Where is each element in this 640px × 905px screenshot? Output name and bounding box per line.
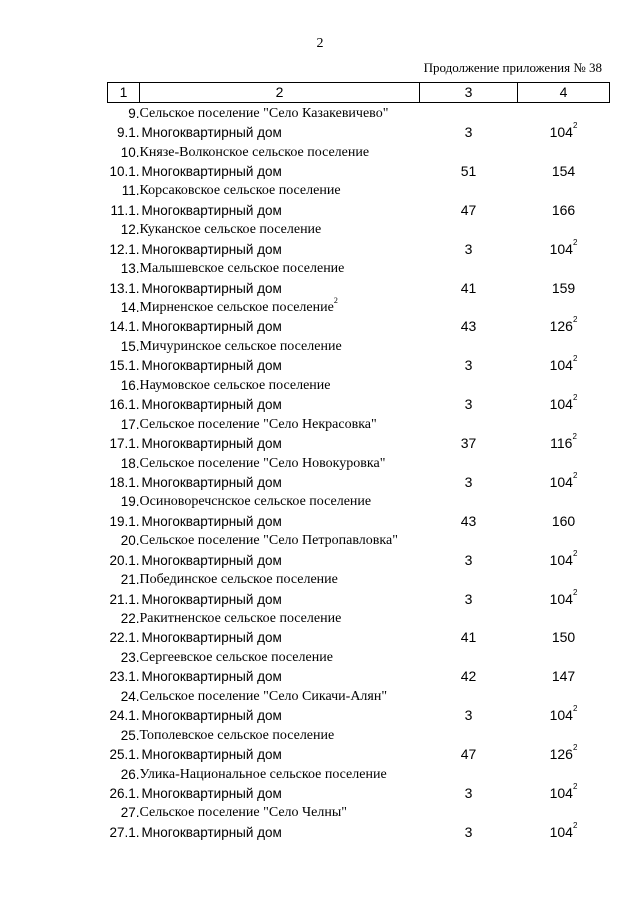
row-name-text: Сергеевское сельское поселение [139, 649, 333, 665]
row-col4 [518, 820, 610, 842]
row-name-text: Многоквартирный дом [141, 202, 282, 218]
row-col3-value: 3 [464, 473, 473, 490]
footnote-mark: 2 [572, 781, 578, 791]
footnote-mark: 2 [572, 743, 578, 753]
table-row [108, 551, 610, 570]
row-name [140, 589, 420, 608]
row-col4-value: 116 [550, 435, 573, 452]
row-name-text: Многоквартирный дом [141, 280, 282, 296]
row-number: 21. [120, 572, 140, 588]
row-name-text: Малышевское сельское поселение [139, 261, 345, 277]
row-col4 [518, 803, 610, 822]
row-col3-value: 41 [460, 629, 477, 646]
row-name-text: Многоквартирный дом [141, 513, 282, 529]
row-name-text: Сельское поселение "Село Казакевичево" [139, 105, 389, 121]
row-name [140, 648, 420, 667]
table-row [108, 512, 610, 531]
row-col3-value [420, 220, 518, 239]
appendix-table [107, 82, 610, 842]
row-col4-value: 104 [549, 823, 573, 840]
row-col3-value [420, 298, 518, 317]
row-col3-value [420, 492, 518, 511]
row-col3-value: 3 [464, 240, 473, 257]
continuation-label: Продолжение приложения № 38 [423, 60, 602, 75]
row-number: 18. [120, 455, 140, 471]
row-name-text: Сельское поселение "Село Новокуровка" [139, 455, 386, 471]
table-row [108, 142, 610, 161]
row-name [140, 162, 420, 181]
table-row [108, 103, 610, 123]
row-name-text: Многоквартирный дом [141, 241, 282, 257]
row-name [140, 395, 420, 414]
row-name-text: Многоквартирный дом [141, 319, 282, 335]
table-row [108, 609, 610, 628]
row-name-text: Многоквартирный дом [141, 708, 282, 724]
row-col3-value: 3 [464, 396, 473, 413]
row-name-text: Многоквартирный дом [141, 591, 282, 607]
row-col3-value [420, 259, 518, 278]
row-col4 [518, 745, 610, 764]
footnote-mark: 2 [572, 820, 578, 830]
row-col4 [518, 259, 610, 278]
row-col4 [518, 609, 610, 628]
table-row [108, 395, 610, 414]
table-row [108, 162, 610, 181]
row-col4-value: 104 [549, 590, 573, 607]
row-col3-value: 3 [464, 707, 473, 724]
row-col4 [518, 414, 610, 433]
row-col4-value: 154 [551, 162, 576, 179]
row-number: 21.1. [109, 591, 140, 607]
table-row [108, 434, 610, 453]
row-col3-value [420, 687, 518, 706]
row-col3-value [420, 531, 518, 550]
table-row [108, 356, 610, 375]
table-row [108, 298, 610, 317]
row-name [140, 531, 420, 550]
table-row [108, 531, 610, 550]
header-col-3: 3 [420, 83, 518, 103]
row-col4 [518, 548, 610, 570]
table-row [108, 473, 610, 492]
row-number: 10. [120, 144, 140, 160]
table-row [108, 803, 610, 822]
row-col4 [518, 531, 610, 550]
row-col4-value: 126 [549, 318, 573, 335]
table-row [108, 745, 610, 764]
row-number: 26.1. [109, 785, 140, 801]
row-name [140, 803, 420, 822]
row-col4 [518, 123, 610, 142]
row-col3-value: 41 [460, 279, 477, 296]
row-col4-value: 104 [549, 551, 573, 568]
row-name [140, 725, 420, 744]
row-col3-value: 3 [464, 551, 473, 568]
table-row [108, 240, 610, 259]
table-row [108, 278, 610, 297]
row-name [140, 784, 420, 803]
footnote-mark: 2 [333, 296, 338, 306]
row-name [140, 220, 420, 239]
table-row [108, 570, 610, 589]
row-number: 12. [120, 222, 140, 238]
row-number: 14.1. [109, 319, 140, 335]
table-row [108, 628, 610, 647]
row-name-text: Многоквартирный дом [141, 125, 282, 141]
row-col3-value [420, 181, 518, 200]
page-number: 2 [316, 36, 324, 51]
row-number: 9.1. [116, 125, 140, 141]
row-col4 [518, 492, 610, 511]
row-name-text: Многоквартирный дом [141, 397, 282, 413]
row-col4 [518, 395, 610, 414]
row-col3-value [420, 570, 518, 589]
row-col3-value: 3 [464, 357, 473, 374]
table-row [108, 667, 610, 686]
table-row [108, 648, 610, 667]
row-col4-value: 166 [551, 201, 576, 218]
row-number: 22. [120, 611, 140, 627]
row-name [140, 609, 420, 628]
row-col3-value [420, 725, 518, 744]
row-col4-value: 104 [549, 707, 573, 724]
row-number: 20.1. [109, 552, 140, 568]
row-col3-value [420, 376, 518, 395]
header-col-1: 1 [108, 83, 140, 103]
row-number: 24. [120, 688, 140, 704]
row-name [140, 823, 420, 842]
table-header-row [108, 83, 610, 103]
row-col4 [518, 201, 610, 220]
row-name-text: Куканское сельское поселение [139, 222, 322, 238]
row-col4 [518, 298, 610, 317]
row-name-text: Наумовское сельское поселение [139, 377, 331, 393]
row-col3-value [420, 414, 518, 433]
row-name-text: Многоквартирный дом [141, 552, 282, 568]
footnote-mark: 2 [572, 704, 578, 714]
row-col3-value: 51 [460, 162, 477, 179]
header-col-2: 2 [140, 83, 420, 103]
row-name-text: Многоквартирный дом [141, 630, 282, 646]
row-name-text: Многоквартирный дом [141, 824, 282, 840]
row-name [140, 706, 420, 725]
footnote-mark: 2 [572, 354, 578, 364]
row-name [140, 181, 420, 200]
row-col3-value [420, 103, 518, 123]
footnote-mark: 2 [572, 393, 578, 403]
row-number: 10.1. [109, 163, 140, 179]
table-row [108, 764, 610, 783]
row-number: 13. [120, 261, 140, 277]
row-col4 [518, 648, 610, 667]
row-number: 16.1. [109, 397, 140, 413]
table-row [108, 259, 610, 278]
row-number: 14. [120, 300, 140, 316]
row-col4-value: 104 [549, 396, 573, 413]
row-col4-value: 160 [551, 512, 576, 529]
footnote-mark: 2 [572, 470, 578, 480]
row-col3-value [420, 609, 518, 628]
row-col4 [518, 512, 610, 531]
row-name [140, 687, 420, 706]
footnote-mark: 2 [572, 548, 578, 558]
row-number: 25. [120, 727, 140, 743]
row-name-text: Мирненское сельское поселение [139, 300, 334, 316]
row-name [140, 337, 420, 356]
row-col3-value [420, 142, 518, 161]
footnote-mark: 2 [572, 315, 578, 325]
table-row [108, 492, 610, 511]
row-name-text: Сельское поселение "Село Петропавловка" [139, 533, 398, 549]
table-row [108, 376, 610, 395]
row-name [140, 376, 420, 395]
row-name [140, 453, 420, 472]
row-col4-value: 150 [551, 629, 576, 646]
table-row [108, 784, 610, 803]
row-col4-value: 126 [549, 746, 573, 763]
row-col3-value: 47 [460, 746, 477, 763]
row-col4-value: 104 [549, 124, 573, 141]
row-col3-value: 3 [464, 590, 473, 607]
row-number: 15. [120, 338, 140, 354]
row-col3-value: 47 [460, 201, 477, 218]
table-row [108, 589, 610, 608]
row-name-text: Многоквартирный дом [141, 163, 282, 179]
row-col3-value: 43 [460, 512, 477, 529]
row-col4 [518, 434, 610, 453]
row-col3-value [420, 337, 518, 356]
row-col4 [518, 337, 610, 356]
row-col3-value: 42 [460, 668, 477, 685]
row-col3-value: 3 [464, 823, 473, 840]
table-row [108, 687, 610, 706]
row-number: 15.1. [109, 358, 140, 374]
row-col3-value: 37 [460, 435, 477, 452]
row-number: 27. [120, 805, 140, 821]
row-col4 [518, 356, 610, 375]
row-name-text: Сельское поселение "Село Некрасовка" [139, 416, 377, 432]
header-col-4: 4 [518, 83, 610, 103]
row-name-text: Ракитненское сельское поселение [139, 611, 342, 627]
row-name [140, 103, 420, 123]
row-name-text: Князе-Волконское сельское поселение [139, 144, 370, 160]
row-name-text: Многоквартирный дом [141, 785, 282, 801]
row-name [140, 434, 420, 453]
row-number: 17.1. [109, 436, 140, 452]
table-row [108, 706, 610, 725]
row-col3-value [420, 648, 518, 667]
row-name [140, 278, 420, 297]
table-row [108, 453, 610, 472]
row-name-text: Мичуринское сельское поселение [139, 338, 342, 354]
row-col4 [518, 706, 610, 725]
row-col4-value: 104 [549, 473, 573, 490]
row-name [140, 356, 420, 375]
row-number: 25.1. [109, 747, 140, 763]
row-col4 [518, 103, 610, 123]
row-name-text: Многоквартирный дом [141, 358, 282, 374]
row-name [140, 123, 420, 142]
row-col4 [518, 667, 610, 686]
row-number: 20. [120, 533, 140, 549]
row-col4 [518, 453, 610, 472]
row-col3-value [420, 764, 518, 783]
row-col4 [518, 570, 610, 589]
row-col4 [518, 317, 610, 336]
row-col4 [518, 764, 610, 783]
row-name [140, 667, 420, 686]
row-col4 [518, 470, 610, 492]
row-name [140, 628, 420, 647]
table-row [108, 123, 610, 142]
row-number: 24.1. [109, 708, 140, 724]
row-name [140, 745, 420, 764]
row-name-text: Сельское поселение "Село Сикачи-Алян" [139, 688, 388, 704]
row-number: 19.1. [109, 513, 140, 529]
row-col4 [518, 220, 610, 239]
row-name-text: Побединское сельское поселение [139, 572, 338, 588]
row-col4 [518, 781, 610, 803]
row-number: 22.1. [109, 630, 140, 646]
row-name-text: Улика-Национальное сельское поселение [139, 766, 387, 782]
footnote-mark: 2 [572, 587, 578, 597]
footnote-mark: 2 [572, 237, 578, 247]
row-name-text: Осиноворечснское сельское поселение [139, 494, 372, 510]
row-col4-value: 104 [549, 240, 573, 257]
table-row [108, 725, 610, 744]
row-number: 12.1. [109, 241, 140, 257]
row-col4 [518, 162, 610, 181]
table-row [108, 414, 610, 433]
row-name [140, 764, 420, 783]
row-name [140, 317, 420, 336]
row-col4 [518, 237, 610, 259]
table-row [108, 823, 610, 842]
row-name [140, 512, 420, 531]
row-name [140, 551, 420, 570]
row-name-text: Сельское поселение "Село Челны" [139, 805, 347, 821]
row-col4-value: 104 [549, 357, 573, 374]
row-col4-value: 147 [551, 668, 576, 685]
row-col3-value [420, 453, 518, 472]
row-number: 19. [120, 494, 140, 510]
row-name [140, 570, 420, 589]
row-col3-value: 3 [464, 124, 473, 141]
table-row [108, 201, 610, 220]
row-col4-value: 104 [549, 784, 573, 801]
row-col4 [518, 725, 610, 744]
row-col3-value [420, 803, 518, 822]
row-number: 23.1. [109, 669, 140, 685]
row-name [140, 414, 420, 433]
row-number: 26. [120, 766, 140, 782]
row-col4 [518, 278, 610, 297]
row-name-text: Многоквартирный дом [141, 669, 282, 685]
row-name-text: Корсаковское сельское поселение [139, 183, 341, 199]
table-row [108, 337, 610, 356]
row-name-text: Многоквартирный дом [141, 747, 282, 763]
row-col4 [518, 142, 610, 161]
row-name [140, 473, 420, 492]
row-name-text: Многоквартирный дом [141, 474, 282, 490]
row-col4 [518, 628, 610, 647]
table-row [108, 317, 610, 336]
row-number: 11.1. [110, 202, 140, 218]
row-number: 9. [128, 105, 140, 121]
table-row [108, 220, 610, 239]
row-col3-value: 3 [464, 784, 473, 801]
row-name-text: Многоквартирный дом [141, 436, 282, 452]
row-col3-value: 43 [460, 318, 477, 335]
row-number: 13.1. [109, 280, 140, 296]
row-number: 17. [120, 416, 140, 432]
row-col4-value: 159 [551, 279, 576, 296]
row-name-text: Тополевское сельское поселение [139, 727, 335, 743]
row-col4 [518, 376, 610, 395]
row-name [140, 492, 420, 511]
row-name [140, 259, 420, 278]
row-col4 [518, 687, 610, 706]
row-number: 23. [120, 649, 140, 665]
row-name [140, 240, 420, 259]
row-number: 11. [121, 183, 140, 199]
row-number: 16. [120, 377, 140, 393]
row-col4 [518, 181, 610, 200]
row-name [140, 298, 420, 317]
row-col4 [518, 589, 610, 608]
table-row [108, 181, 610, 200]
row-name [140, 142, 420, 161]
footnote-mark: 2 [572, 432, 577, 442]
row-number: 18.1. [109, 474, 140, 490]
footnote-mark: 2 [572, 121, 578, 131]
row-number: 27.1. [109, 824, 140, 840]
row-name [140, 201, 420, 220]
table-body [108, 103, 610, 842]
